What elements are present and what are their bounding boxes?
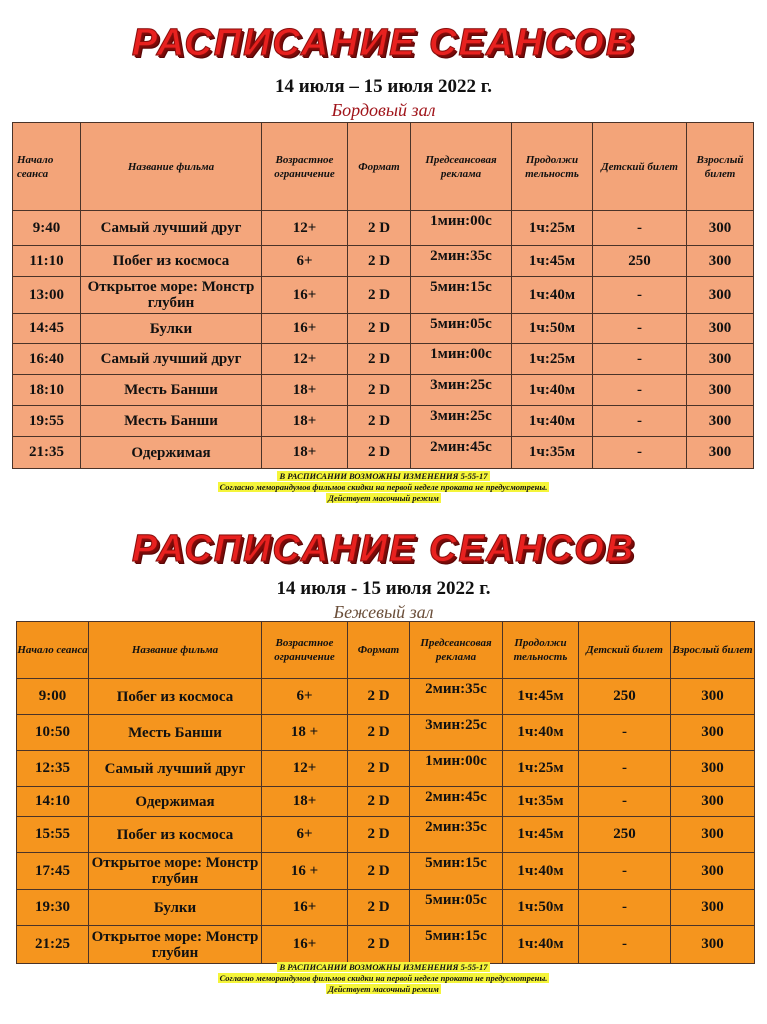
start-time-cell: 9:40	[13, 211, 81, 246]
hall-name: Бежевый зал	[333, 602, 434, 622]
film-title-cell: Самый лучший друг	[81, 344, 262, 375]
child-price-cell: -	[593, 406, 687, 437]
note-line: В РАСПИСАНИИ ВОЗМОЖНЫ ИЗМЕНЕНИЯ 5-55-17	[279, 962, 488, 972]
adult-price-cell: 300	[671, 751, 755, 787]
film-title-cell: Побег из космоса	[89, 679, 262, 715]
adult-price-cell: 300	[671, 926, 755, 964]
adult-price-cell: 300	[671, 853, 755, 890]
child-price-cell: -	[593, 211, 687, 246]
film-title-cell: Одержимая	[81, 437, 262, 469]
format-cell: 2 D	[348, 277, 411, 314]
age-rating-cell: 18+	[262, 787, 348, 817]
header-format: Формат	[348, 123, 411, 211]
schedule-title: РАСПИСАНИЕ СЕАНСОВ	[131, 528, 636, 570]
age-rating-cell: 12+	[262, 751, 348, 787]
age-rating-cell: 16+	[262, 314, 348, 344]
adult-price-cell: 300	[671, 787, 755, 817]
adult-price-cell: 300	[671, 715, 755, 751]
table-row	[17, 751, 755, 787]
note-line: В РАСПИСАНИИ ВОЗМОЖНЫ ИЗМЕНЕНИЯ 5-55-17	[279, 471, 488, 481]
film-title-cell: Открытое море: Монстр глубин	[81, 277, 262, 314]
ad-duration-cell: 5мин:05с	[411, 314, 512, 344]
format-cell: 2 D	[348, 890, 410, 926]
age-rating-cell: 12+	[262, 344, 348, 375]
ad-duration-cell: 3мин:25с	[411, 375, 512, 406]
format-cell: 2 D	[348, 211, 411, 246]
duration-cell: 1ч:40м	[503, 926, 579, 964]
child-price-cell: -	[579, 715, 671, 751]
age-rating-cell: 16+	[262, 277, 348, 314]
format-cell: 2 D	[348, 679, 410, 715]
ad-duration-cell: 2мин:45с	[411, 437, 512, 469]
ad-duration-cell: 2мин:35с	[411, 246, 512, 277]
duration-cell: 1ч:40м	[503, 853, 579, 890]
header-adult: Взрослый билет	[687, 123, 754, 211]
adult-price-cell: 300	[687, 344, 754, 375]
header-age: Возрастное ограничение	[262, 622, 348, 679]
table-row	[13, 406, 754, 437]
film-title-cell: Булки	[89, 890, 262, 926]
child-price-cell: 250	[593, 246, 687, 277]
child-price-cell: -	[593, 437, 687, 469]
age-rating-cell: 12+	[262, 211, 348, 246]
format-cell: 2 D	[348, 715, 410, 751]
duration-cell: 1ч:35м	[503, 787, 579, 817]
schedule-title: РАСПИСАНИЕ СЕАНСОВ	[131, 22, 636, 64]
adult-price-cell: 300	[671, 679, 755, 715]
format-cell: 2 D	[348, 406, 411, 437]
table-row	[17, 926, 755, 964]
child-price-cell: -	[593, 277, 687, 314]
film-title-cell: Булки	[81, 314, 262, 344]
note-line: Согласно меморандумов фильмов скидки на первой неделе проката не предусмотрены.	[219, 973, 548, 983]
age-rating-cell: 18+	[262, 406, 348, 437]
format-cell: 2 D	[348, 817, 410, 853]
table-row	[13, 314, 754, 344]
child-price-cell: -	[593, 375, 687, 406]
adult-price-cell: 300	[687, 375, 754, 406]
format-cell: 2 D	[348, 246, 411, 277]
age-rating-cell: 18+	[262, 375, 348, 406]
duration-cell: 1ч:40м	[503, 715, 579, 751]
age-rating-cell: 6+	[262, 246, 348, 277]
header-ad: Предсеансовая реклама	[410, 622, 503, 679]
start-time-cell: 10:50	[17, 715, 89, 751]
adult-price-cell: 300	[687, 437, 754, 469]
format-cell: 2 D	[348, 926, 410, 964]
table-row	[17, 679, 755, 715]
schedule-dates: 14 июля - 15 июля 2022 г.	[276, 578, 491, 599]
table-row	[13, 437, 754, 469]
ad-duration-cell: 1мин:00с	[411, 211, 512, 246]
film-title-cell: Месть Банши	[81, 375, 262, 406]
schedule-table	[12, 122, 754, 469]
ad-duration-cell: 2мин:35с	[410, 679, 503, 715]
start-time-cell: 15:55	[17, 817, 89, 853]
ad-duration-cell: 3мин:25с	[410, 715, 503, 751]
schedule-dates: 14 июля – 15 июля 2022 г.	[274, 76, 493, 97]
film-title-cell: Самый лучший друг	[89, 751, 262, 787]
adult-price-cell: 300	[687, 277, 754, 314]
header-age: Возрастное ограничение	[262, 123, 348, 211]
adult-price-cell: 300	[671, 890, 755, 926]
child-price-cell: -	[579, 787, 671, 817]
header-duration: Продолжи тельность	[512, 123, 593, 211]
child-price-cell: -	[579, 751, 671, 787]
ad-duration-cell: 2мин:35с	[410, 817, 503, 853]
duration-cell: 1ч:40м	[512, 277, 593, 314]
note-line: Действует масочный режим	[328, 984, 439, 994]
format-cell: 2 D	[348, 787, 410, 817]
ad-duration-cell: 5мин:15с	[410, 853, 503, 890]
start-time-cell: 13:00	[13, 277, 81, 314]
start-time-cell: 16:40	[13, 344, 81, 375]
schedule-notes	[0, 962, 767, 995]
start-time-cell: 19:30	[17, 890, 89, 926]
table-row	[13, 211, 754, 246]
duration-cell: 1ч:40м	[512, 375, 593, 406]
format-cell: 2 D	[348, 314, 411, 344]
age-rating-cell: 16+	[262, 926, 348, 964]
duration-cell: 1ч:25м	[512, 344, 593, 375]
table-row	[17, 787, 755, 817]
table-row	[13, 344, 754, 375]
film-title-cell: Побег из космоса	[81, 246, 262, 277]
adult-price-cell: 300	[687, 211, 754, 246]
format-cell: 2 D	[348, 853, 410, 890]
adult-price-cell: 300	[687, 314, 754, 344]
start-time-cell: 9:00	[17, 679, 89, 715]
age-rating-cell: 18+	[262, 437, 348, 469]
duration-cell: 1ч:45м	[512, 246, 593, 277]
format-cell: 2 D	[348, 344, 411, 375]
header-adult: Взрослый билет	[671, 622, 755, 679]
table-row	[13, 277, 754, 314]
table-row	[13, 246, 754, 277]
duration-cell: 1ч:50м	[512, 314, 593, 344]
child-price-cell: 250	[579, 817, 671, 853]
ad-duration-cell: 1мин:00с	[410, 751, 503, 787]
duration-cell: 1ч:45м	[503, 817, 579, 853]
start-time-cell: 11:10	[13, 246, 81, 277]
header-start: Начало сеанса	[17, 622, 89, 679]
start-time-cell: 14:10	[17, 787, 89, 817]
ad-duration-cell: 3мин:25с	[411, 406, 512, 437]
duration-cell: 1ч:50м	[503, 890, 579, 926]
header-duration: Продолжи тельность	[503, 622, 579, 679]
film-title-cell: Месть Банши	[89, 715, 262, 751]
schedule-table	[16, 621, 755, 964]
adult-price-cell: 300	[687, 246, 754, 277]
start-time-cell: 12:35	[17, 751, 89, 787]
child-price-cell: -	[579, 926, 671, 964]
age-rating-cell: 18 +	[262, 715, 348, 751]
adult-price-cell: 300	[671, 817, 755, 853]
age-rating-cell: 6+	[262, 817, 348, 853]
adult-price-cell: 300	[687, 406, 754, 437]
film-title-cell: Самый лучший друг	[81, 211, 262, 246]
ad-duration-cell: 1мин:00с	[411, 344, 512, 375]
start-time-cell: 18:10	[13, 375, 81, 406]
header-start: Начало сеанса	[13, 123, 81, 211]
duration-cell: 1ч:25м	[512, 211, 593, 246]
table-row	[17, 890, 755, 926]
ad-duration-cell: 5мин:15с	[410, 926, 503, 964]
child-price-cell: -	[593, 344, 687, 375]
duration-cell: 1ч:25м	[503, 751, 579, 787]
start-time-cell: 19:55	[13, 406, 81, 437]
header-child: Детский билет	[579, 622, 671, 679]
note-line: Действует масочный режим	[328, 493, 439, 503]
header-format: Формат	[348, 622, 410, 679]
film-title-cell: Одержимая	[89, 787, 262, 817]
film-title-cell: Месть Банши	[81, 406, 262, 437]
film-title-cell: Побег из космоса	[89, 817, 262, 853]
start-time-cell: 21:35	[13, 437, 81, 469]
schedule-notes	[0, 471, 767, 504]
table-row	[13, 375, 754, 406]
film-title-cell: Открытое море: Монстр глубин	[89, 926, 262, 964]
format-cell: 2 D	[348, 437, 411, 469]
start-time-cell: 14:45	[13, 314, 81, 344]
child-price-cell: -	[579, 853, 671, 890]
hall-name: Бордовый зал	[331, 100, 436, 120]
header-ad: Предсеансовая реклама	[411, 123, 512, 211]
duration-cell: 1ч:40м	[512, 406, 593, 437]
format-cell: 2 D	[348, 375, 411, 406]
duration-cell: 1ч:35м	[512, 437, 593, 469]
table-row	[17, 817, 755, 853]
film-title-cell: Открытое море: Монстр глубин	[89, 853, 262, 890]
ad-duration-cell: 5мин:15с	[411, 277, 512, 314]
table-row	[17, 715, 755, 751]
duration-cell: 1ч:45м	[503, 679, 579, 715]
age-rating-cell: 16+	[262, 890, 348, 926]
header-child: Детский билет	[593, 123, 687, 211]
ad-duration-cell: 2мин:45с	[410, 787, 503, 817]
table-row	[17, 853, 755, 890]
age-rating-cell: 16 +	[262, 853, 348, 890]
ad-duration-cell: 5мин:05с	[410, 890, 503, 926]
start-time-cell: 17:45	[17, 853, 89, 890]
start-time-cell: 21:25	[17, 926, 89, 964]
header-title: Название фильма	[81, 123, 262, 211]
header-title: Название фильма	[89, 622, 262, 679]
note-line: Согласно меморандумов фильмов скидки на первой неделе проката не предусмотрены.	[219, 482, 548, 492]
child-price-cell: 250	[579, 679, 671, 715]
child-price-cell: -	[593, 314, 687, 344]
child-price-cell: -	[579, 890, 671, 926]
age-rating-cell: 6+	[262, 679, 348, 715]
format-cell: 2 D	[348, 751, 410, 787]
